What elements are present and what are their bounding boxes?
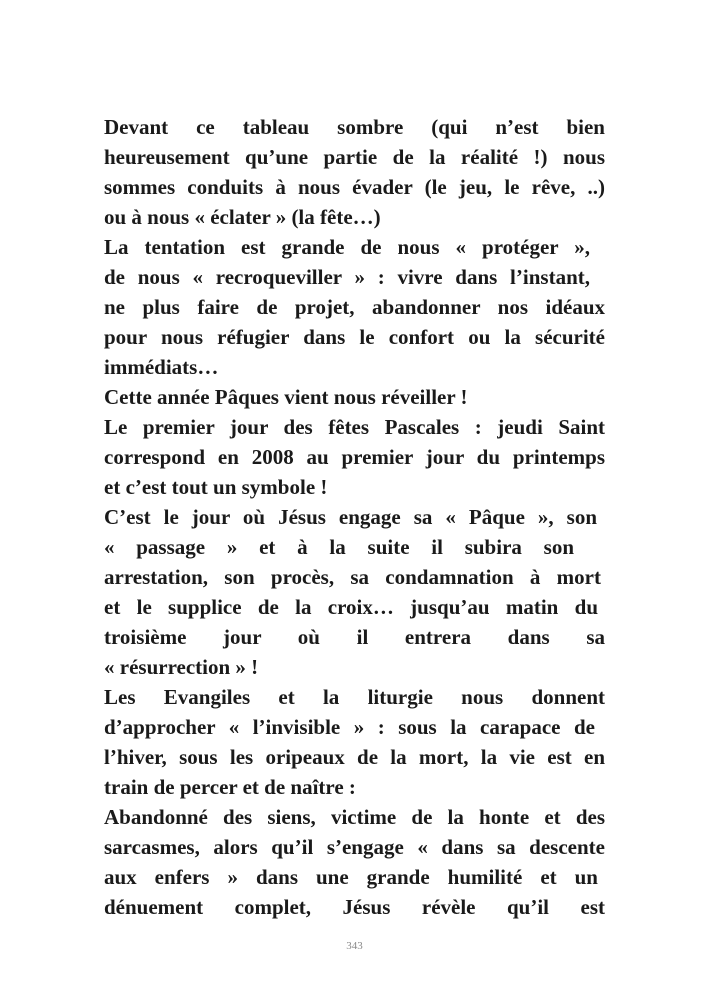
text-line: C’est le jour où Jésus engage sa « Pâque », son: [104, 505, 597, 529]
text-line: Cette année Pâques vient nous réveiller !: [104, 385, 468, 409]
text-line: sarcasmes, alors qu’il s’engage « dans sa descente: [104, 835, 605, 859]
page-number: 343: [346, 940, 363, 952]
text-line: et le supplice de la croix… jusqu’au matin du: [104, 595, 598, 619]
body-text: [104, 112, 605, 922]
text-line: Le premier jour des fêtes Pascales : jeudi Saint: [104, 415, 605, 439]
text-line: l’hiver, sous les oripeaux de la mort, la vie est en: [104, 745, 605, 769]
text-line: ou à nous « éclater » (la fête…): [104, 205, 381, 229]
text-line: troisième jour où il entrera dans sa: [104, 625, 605, 649]
text-line: dénuement complet, Jésus révèle qu’il est: [104, 895, 605, 919]
text-line: Les Evangiles et la liturgie nous donnent: [104, 685, 605, 709]
text-line: train de percer et de naître :: [104, 775, 356, 799]
text-line: heureusement qu’une partie de la réalité !) nous: [104, 145, 605, 169]
text-line: Abandonné des siens, victime de la honte et des: [104, 805, 605, 829]
text-line: d’approcher « l’invisible » : sous la carapace de: [104, 715, 595, 739]
text-line: ne plus faire de projet, abandonner nos idéaux: [104, 295, 605, 319]
text-line: sommes conduits à nous évader (le jeu, le rêve, ..): [104, 175, 605, 199]
text-line: La tentation est grande de nous « protéger »,: [104, 235, 590, 259]
text-line: correspond en 2008 au premier jour du printemps: [104, 445, 605, 469]
text-line: « passage » et à la suite il subira son: [104, 535, 574, 559]
text-line: immédiats…: [104, 355, 219, 379]
text-line: pour nous réfugier dans le confort ou la sécurité: [104, 325, 605, 349]
text-line: arrestation, son procès, sa condamnation à mort: [104, 565, 601, 589]
text-line: Devant ce tableau sombre (qui n’est bien: [104, 115, 605, 139]
text-line: « résurrection » !: [104, 655, 259, 679]
text-line: aux enfers » dans une grande humilité et un: [104, 865, 598, 889]
text-line: de nous « recroqueviller » : vivre dans l’instant,: [104, 265, 590, 289]
text-line: et c’est tout un symbole !: [104, 475, 328, 499]
